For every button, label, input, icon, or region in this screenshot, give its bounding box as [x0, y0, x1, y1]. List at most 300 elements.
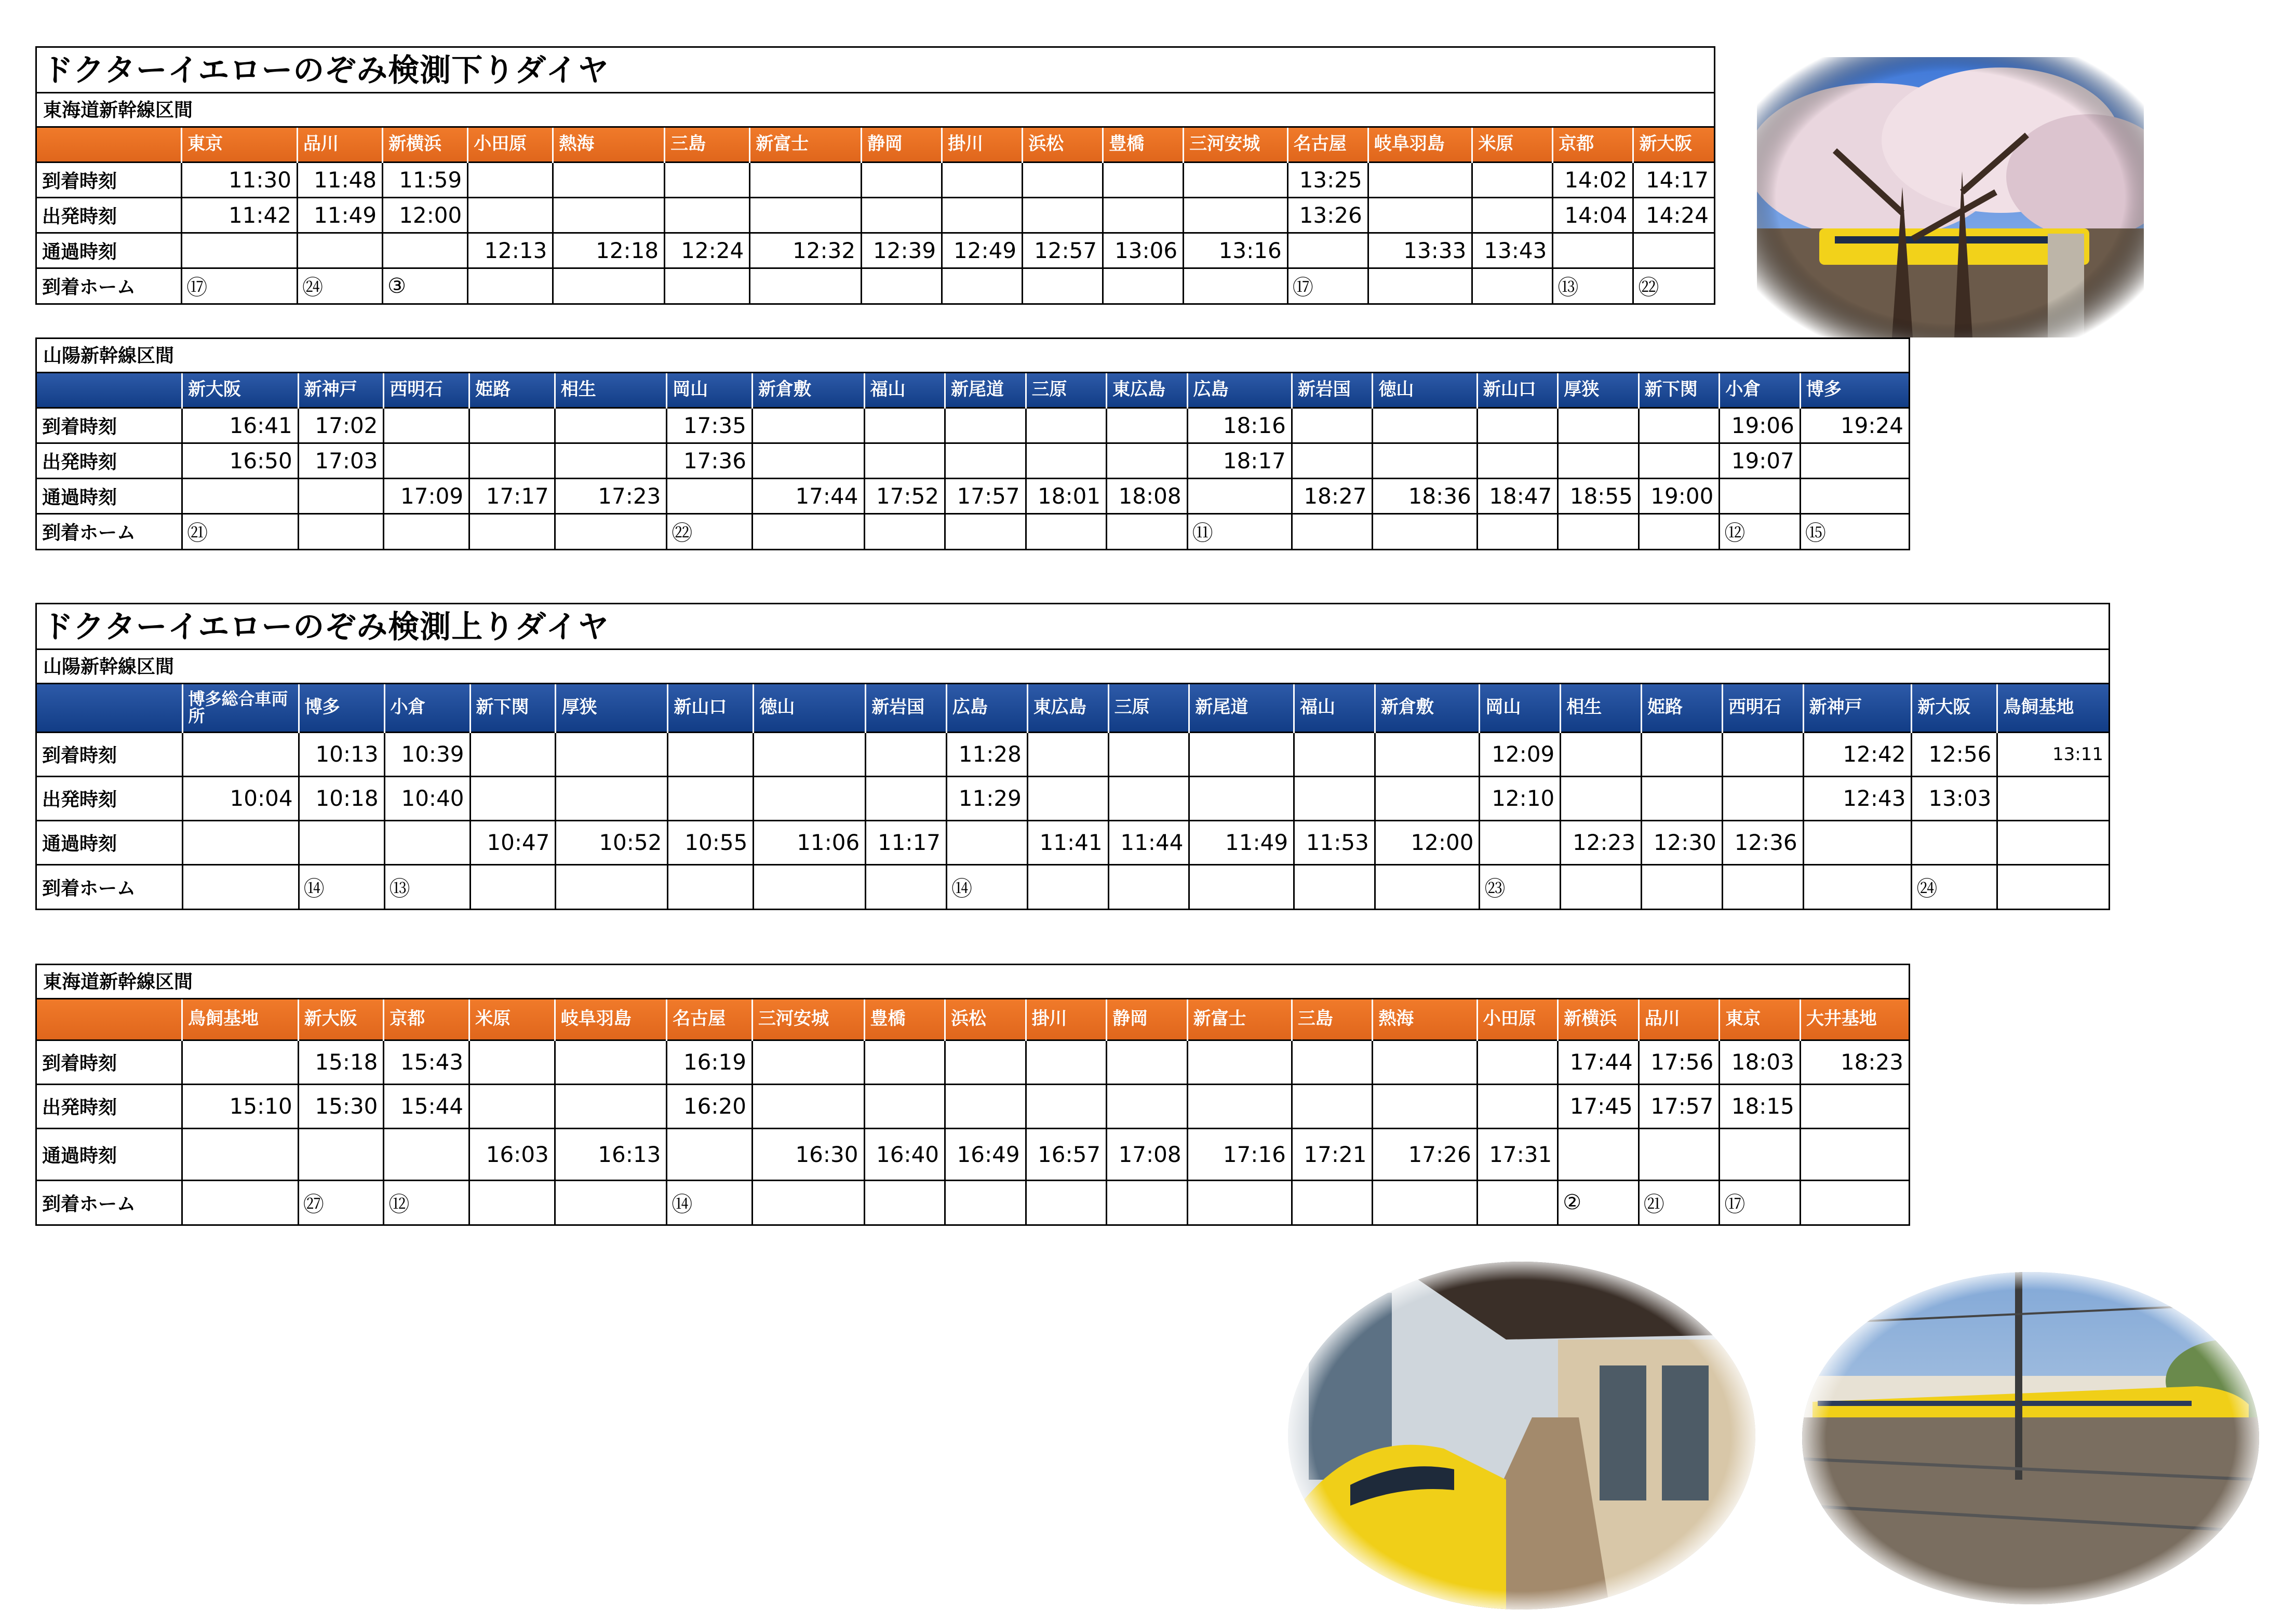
time-cell [1373, 408, 1477, 443]
time-cell: 14:24 [1633, 197, 1714, 233]
time-cell [667, 1128, 753, 1180]
station-name: 岐阜羽島 [555, 999, 667, 1040]
time-cell: 17:52 [864, 478, 945, 513]
station-name: 豊橋 [1103, 128, 1184, 162]
down-tokaido-table [37, 128, 1714, 303]
time-cell [866, 776, 947, 820]
platform-cell [1800, 1180, 1909, 1224]
station-name: 新富士 [1187, 999, 1292, 1040]
platform-cell [1103, 268, 1184, 303]
time-cell [1558, 408, 1639, 443]
platform-cell [470, 864, 556, 909]
timetable-row [37, 1180, 1909, 1224]
station-name: 三島 [1292, 999, 1373, 1040]
time-cell: 11:30 [182, 162, 298, 197]
station-name: 浜松 [1023, 128, 1103, 162]
station-name: 浜松 [945, 999, 1026, 1040]
station-name: 豊橋 [864, 999, 945, 1040]
time-cell: 18:36 [1373, 478, 1477, 513]
time-cell: 17:57 [945, 478, 1026, 513]
platform-cell [945, 513, 1026, 549]
down-tokaido-block [35, 46, 1715, 305]
down-sanyo-block [35, 337, 1910, 550]
header-corner [37, 128, 182, 162]
time-cell [1720, 478, 1801, 513]
row-label: 到着時刻 [37, 162, 182, 197]
time-cell [384, 820, 470, 864]
platform-cell: ⑰ [1720, 1180, 1801, 1224]
station-name: 三島 [665, 128, 750, 162]
up-timetable-title: ドクターイエローのぞみ検測上りダイヤ [37, 604, 2109, 650]
time-cell [1292, 408, 1373, 443]
timetable-row [37, 268, 1714, 303]
time-cell: 12:36 [1722, 820, 1803, 864]
time-cell: 10:39 [384, 732, 470, 776]
time-cell [1373, 443, 1477, 478]
station-name: 新倉敷 [1375, 684, 1480, 732]
platform-cell [1373, 513, 1477, 549]
time-cell [1292, 1040, 1373, 1084]
timetable-row [37, 478, 1909, 513]
station-name: 姫路 [1642, 684, 1723, 732]
time-cell: 19:06 [1720, 408, 1801, 443]
time-cell: 13:43 [1472, 233, 1553, 268]
platform-cell [1107, 1180, 1188, 1224]
time-cell [182, 820, 299, 864]
time-cell [1561, 732, 1642, 776]
time-cell: 12:43 [1803, 776, 1912, 820]
time-cell: 17:21 [1292, 1128, 1373, 1180]
platform-cell [1026, 1180, 1107, 1224]
station-name: 岐阜羽島 [1368, 128, 1472, 162]
platform-cell: ⑬ [1553, 268, 1633, 303]
station-header-row [37, 373, 1909, 408]
platform-cell [1294, 864, 1375, 909]
time-cell: 10:18 [299, 776, 384, 820]
station-name: 名古屋 [667, 999, 753, 1040]
time-cell [1368, 197, 1472, 233]
time-cell [1103, 162, 1184, 197]
time-cell [469, 408, 555, 443]
station-name: 福山 [864, 373, 945, 408]
platform-cell [752, 513, 864, 549]
station-name: 新神戸 [298, 373, 384, 408]
time-cell [1558, 443, 1639, 478]
platform-cell: ⑬ [384, 864, 470, 909]
time-cell [864, 443, 945, 478]
time-cell: 17:57 [1639, 1084, 1720, 1128]
time-cell: 14:04 [1553, 197, 1633, 233]
platform-cell [1477, 1180, 1558, 1224]
time-cell [182, 732, 299, 776]
station-name: 掛川 [1026, 999, 1107, 1040]
platform-cell: ⑫ [1720, 513, 1801, 549]
station-name: 品川 [1639, 999, 1720, 1040]
station-name: 姫路 [469, 373, 555, 408]
platform-cell [1472, 268, 1553, 303]
platform-cell [1187, 1180, 1292, 1224]
time-cell [667, 478, 753, 513]
station-name: 三河安城 [752, 999, 864, 1040]
time-cell: 16:20 [667, 1084, 753, 1128]
time-cell [1800, 443, 1909, 478]
station-name: 熱海 [553, 128, 665, 162]
time-cell [182, 233, 298, 268]
time-cell: 17:08 [1107, 1128, 1188, 1180]
platform-cell [750, 268, 862, 303]
time-cell: 18:23 [1800, 1040, 1909, 1084]
station-name: 新倉敷 [752, 373, 864, 408]
platform-cell [469, 1180, 555, 1224]
time-cell: 16:30 [752, 1128, 864, 1180]
time-cell: 17:26 [1373, 1128, 1477, 1180]
station-name: 新大阪 [1633, 128, 1714, 162]
time-cell [470, 732, 556, 776]
time-cell [1997, 820, 2109, 864]
station-name: 東広島 [1027, 684, 1108, 732]
time-cell [1026, 443, 1107, 478]
time-cell: 11:59 [383, 162, 468, 197]
station-name: 厚狭 [1558, 373, 1639, 408]
time-cell: 12:42 [1803, 732, 1912, 776]
time-cell: 17:31 [1477, 1128, 1558, 1180]
time-cell: 10:40 [384, 776, 470, 820]
time-cell: 17:02 [298, 408, 384, 443]
time-cell [1187, 1040, 1292, 1084]
timetable-row [37, 776, 2109, 820]
platform-cell [864, 513, 945, 549]
time-cell [862, 197, 942, 233]
time-cell: 16:19 [667, 1040, 753, 1084]
time-cell [182, 1040, 299, 1084]
time-cell [384, 443, 469, 478]
time-cell: 17:23 [555, 478, 667, 513]
time-cell [384, 408, 469, 443]
platform-cell [556, 864, 668, 909]
time-cell [298, 233, 383, 268]
platform-cell: ⑪ [1187, 513, 1292, 549]
time-cell [1997, 776, 2109, 820]
platform-cell: ⑭ [667, 1180, 753, 1224]
time-cell [1642, 776, 1723, 820]
station-name: 広島 [1187, 373, 1292, 408]
platform-cell [1027, 864, 1108, 909]
station-name: 新尾道 [945, 373, 1026, 408]
station-name: 徳山 [754, 684, 866, 732]
row-label: 通過時刻 [37, 233, 182, 268]
station-name: 厚狭 [556, 684, 668, 732]
time-cell [1184, 197, 1288, 233]
time-cell [469, 1040, 555, 1084]
platform-cell [1722, 864, 1803, 909]
time-cell: 13:16 [1184, 233, 1288, 268]
platform-cell [298, 513, 384, 549]
station-name: 新尾道 [1189, 684, 1294, 732]
platform-cell [665, 268, 750, 303]
station-name: 新神戸 [1803, 684, 1912, 732]
platform-cell [555, 1180, 667, 1224]
platform-cell [469, 513, 555, 549]
time-cell [1722, 776, 1803, 820]
platform-cell [1108, 864, 1189, 909]
station-name: 鳥飼基地 [1997, 684, 2109, 732]
platform-cell [1642, 864, 1723, 909]
time-cell [752, 1084, 864, 1128]
timetable-row [37, 1084, 1909, 1128]
time-cell: 14:02 [1553, 162, 1633, 197]
time-cell: 11:41 [1027, 820, 1108, 864]
platform-cell [1375, 864, 1480, 909]
platform-cell: ③ [383, 268, 468, 303]
time-cell: 13:26 [1287, 197, 1368, 233]
time-cell [298, 1128, 384, 1180]
platform-cell [468, 268, 553, 303]
time-cell [1477, 1084, 1558, 1128]
time-cell [1107, 1084, 1188, 1128]
down-sanyo-table [37, 373, 1909, 549]
time-cell [864, 408, 945, 443]
station-name: 新下関 [1639, 373, 1720, 408]
time-cell [1472, 197, 1553, 233]
platform-cell [942, 268, 1023, 303]
time-cell: 17:44 [1558, 1040, 1639, 1084]
time-cell [1633, 233, 1714, 268]
time-cell [553, 197, 665, 233]
time-cell [556, 776, 668, 820]
platform-cell [945, 1180, 1026, 1224]
station-name: 新富士 [750, 128, 862, 162]
platform-cell [1639, 513, 1720, 549]
time-cell [182, 1128, 299, 1180]
time-cell: 11:42 [182, 197, 298, 233]
time-cell: 12:24 [665, 233, 750, 268]
station-header-row [37, 684, 2109, 732]
timetable-row [37, 197, 1714, 233]
time-cell: 17:45 [1558, 1084, 1639, 1128]
time-cell: 15:10 [182, 1084, 299, 1128]
time-cell [1108, 732, 1189, 776]
time-cell: 12:32 [750, 233, 862, 268]
time-cell: 18:15 [1720, 1084, 1801, 1128]
station-name: 京都 [384, 999, 469, 1040]
up-tokaido-block [35, 964, 1910, 1226]
time-cell [1027, 732, 1108, 776]
platform-cell: ② [1558, 1180, 1639, 1224]
time-cell: 12:39 [862, 233, 942, 268]
trackside-train-photo [1802, 1262, 2259, 1615]
platform-cell: ㉔ [298, 268, 383, 303]
time-cell [182, 478, 299, 513]
time-cell [1292, 1084, 1373, 1128]
time-cell [383, 233, 468, 268]
row-label: 到着ホーム [37, 513, 182, 549]
station-name: 新岩国 [1292, 373, 1373, 408]
time-cell: 11:06 [754, 820, 866, 864]
time-cell [555, 408, 667, 443]
time-cell [1553, 233, 1633, 268]
time-cell [1189, 776, 1294, 820]
station-name: 博多 [299, 684, 384, 732]
time-cell [1373, 1084, 1477, 1128]
platform-cell [866, 864, 947, 909]
time-cell [1639, 1128, 1720, 1180]
time-cell [1107, 408, 1188, 443]
time-cell [384, 1128, 469, 1180]
row-label: 通過時刻 [37, 1128, 182, 1180]
station-name: 小倉 [384, 684, 470, 732]
platform-cell: ㉗ [298, 1180, 384, 1224]
platform-cell [1189, 864, 1294, 909]
station-name: 米原 [469, 999, 555, 1040]
timetable-row [37, 162, 1714, 197]
time-cell: 17:36 [667, 443, 753, 478]
timetable-row [37, 408, 1909, 443]
time-cell [1642, 732, 1723, 776]
platform-cell: ㉑ [1639, 1180, 1720, 1224]
time-cell: 12:57 [1023, 233, 1103, 268]
timetable-row [37, 1128, 1909, 1180]
time-cell [665, 197, 750, 233]
station-name: 新山口 [668, 684, 754, 732]
time-cell [1026, 1040, 1107, 1084]
time-cell: 11:49 [1189, 820, 1294, 864]
time-cell: 17:03 [298, 443, 384, 478]
time-cell: 18:08 [1107, 478, 1188, 513]
platform-cell: ㉓ [1480, 864, 1561, 909]
time-cell: 12:23 [1561, 820, 1642, 864]
time-cell: 12:18 [553, 233, 665, 268]
time-cell [1722, 732, 1803, 776]
header-corner [37, 999, 182, 1040]
time-cell: 17:44 [752, 478, 864, 513]
up-sanyo-block [35, 603, 2110, 910]
time-cell [942, 197, 1023, 233]
time-cell: 17:56 [1639, 1040, 1720, 1084]
time-cell [555, 1084, 667, 1128]
time-cell [945, 1040, 1026, 1084]
time-cell: 18:55 [1558, 478, 1639, 513]
station-name: 福山 [1294, 684, 1375, 732]
platform-cell [1023, 268, 1103, 303]
time-cell [754, 776, 866, 820]
time-cell [1477, 408, 1558, 443]
timetable-row [37, 820, 2109, 864]
time-cell: 10:55 [668, 820, 754, 864]
time-cell [1480, 820, 1561, 864]
time-cell [556, 732, 668, 776]
station-name: 新大阪 [182, 373, 299, 408]
platform-cell [752, 1180, 864, 1224]
time-cell [1368, 162, 1472, 197]
time-cell: 15:18 [298, 1040, 384, 1084]
time-cell [752, 1040, 864, 1084]
time-cell: 10:47 [470, 820, 556, 864]
station-name: 新岩国 [866, 684, 947, 732]
row-label: 通過時刻 [37, 478, 182, 513]
station-name: 岡山 [1480, 684, 1561, 732]
time-cell [1103, 197, 1184, 233]
station-name: 新横浜 [1558, 999, 1639, 1040]
time-cell [752, 443, 864, 478]
time-cell [864, 1040, 945, 1084]
time-cell [864, 1084, 945, 1128]
time-cell: 12:10 [1480, 776, 1561, 820]
station-name: 相生 [555, 373, 667, 408]
station-name: 岡山 [667, 373, 753, 408]
time-cell: 18:27 [1292, 478, 1373, 513]
time-cell: 11:29 [947, 776, 1028, 820]
row-label: 到着ホーム [37, 864, 182, 909]
platform-cell [182, 1180, 299, 1224]
time-cell: 16:57 [1026, 1128, 1107, 1180]
station-name: 博多総合車両所 [182, 684, 299, 732]
station-name: 徳山 [1373, 373, 1477, 408]
time-cell [947, 820, 1028, 864]
time-cell: 18:03 [1720, 1040, 1801, 1084]
time-cell [668, 732, 754, 776]
station-name: 新下関 [470, 684, 556, 732]
platform-cell: ⑭ [947, 864, 1028, 909]
time-cell: 15:44 [384, 1084, 469, 1128]
timetable-row [37, 443, 1909, 478]
time-cell [866, 732, 947, 776]
time-cell: 12:13 [468, 233, 553, 268]
time-cell: 13:33 [1368, 233, 1472, 268]
time-cell: 16:40 [864, 1128, 945, 1180]
time-cell [1023, 162, 1103, 197]
station-name: 三原 [1026, 373, 1107, 408]
station-name: 新大阪 [298, 999, 384, 1040]
time-cell [1294, 776, 1375, 820]
time-cell [1912, 820, 1997, 864]
row-label: 出発時刻 [37, 197, 182, 233]
time-cell: 13:03 [1912, 776, 1997, 820]
time-cell [299, 820, 384, 864]
platform-cell: ⑮ [1800, 513, 1909, 549]
time-cell: 12:56 [1912, 732, 1997, 776]
time-cell: 14:17 [1633, 162, 1714, 197]
station-name: 博多 [1800, 373, 1909, 408]
time-cell [1561, 776, 1642, 820]
time-cell [1184, 162, 1288, 197]
row-label: 到着時刻 [37, 408, 182, 443]
platform-cell: ㉑ [182, 513, 299, 549]
row-label: 到着時刻 [37, 1040, 182, 1084]
time-cell [1800, 1084, 1909, 1128]
platform-cell [1803, 864, 1912, 909]
time-cell [945, 443, 1026, 478]
cherry-blossom-train-photo [1757, 57, 2144, 337]
time-cell [1187, 478, 1292, 513]
time-cell: 18:01 [1026, 478, 1107, 513]
time-cell: 15:30 [298, 1084, 384, 1128]
time-cell: 16:41 [182, 408, 299, 443]
timetable-row [37, 732, 2109, 776]
header-corner [37, 373, 182, 408]
time-cell: 10:52 [556, 820, 668, 864]
station-header-row [37, 128, 1714, 162]
platform-cell [1026, 513, 1107, 549]
timetable-row [37, 1040, 1909, 1084]
time-cell [750, 162, 862, 197]
platform-cell: ⑰ [182, 268, 298, 303]
time-cell [1558, 1128, 1639, 1180]
time-cell: 16:03 [469, 1128, 555, 1180]
time-cell [555, 443, 667, 478]
down-sanyo-section-label: 山陽新幹線区間 [37, 339, 1909, 373]
timetable-row [37, 864, 2109, 909]
time-cell [469, 1084, 555, 1128]
